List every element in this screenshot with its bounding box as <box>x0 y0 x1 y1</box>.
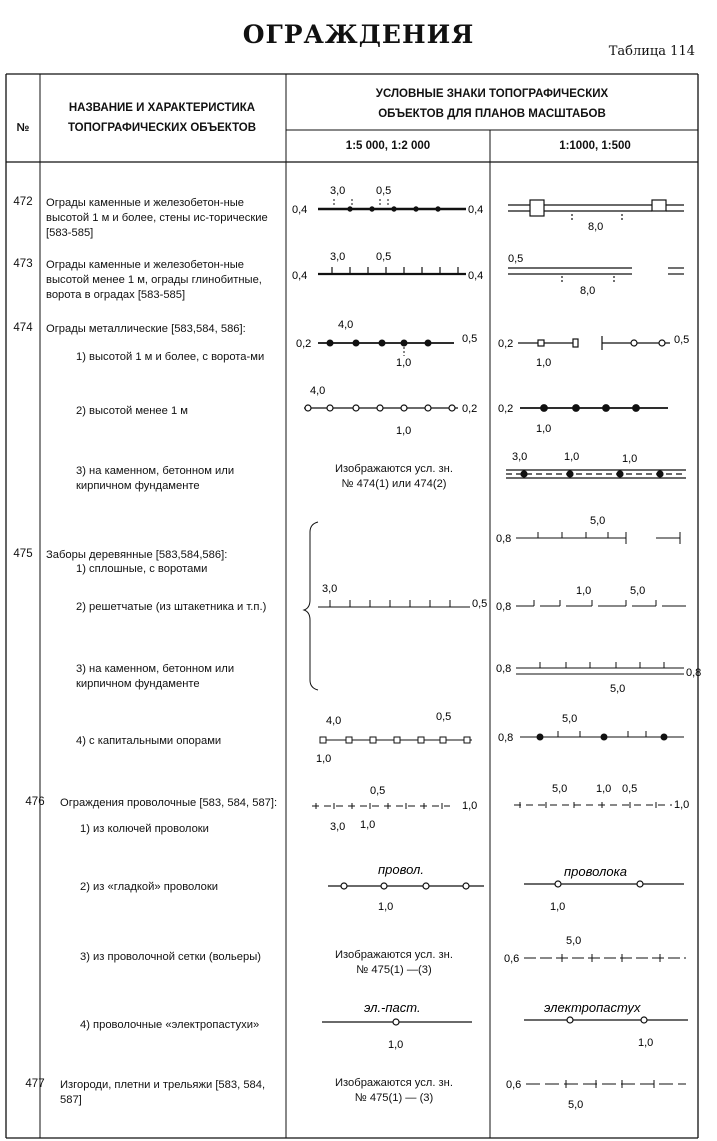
row-number-473: 473 <box>13 258 33 270</box>
row-477-note: Изображаются усл. зн. № 475(1) — (3) <box>335 1077 453 1104</box>
label-475-4-big-left: 0,8 <box>498 732 514 744</box>
label-473-spacing: 3,0 <box>330 251 346 263</box>
label-476-1-big-spacing: 5,0 <box>552 783 568 795</box>
label-476-2-big-circle: 1,0 <box>550 901 566 913</box>
header-name: НАЗВАНИЕ И ХАРАКТЕРИСТИКА ТОПОГРАФИЧЕСКИХ ОБЪЕКТОВ <box>67 102 257 135</box>
label-474-1-big-left: 0,2 <box>498 338 514 350</box>
label-474-1-big-right: 0,5 <box>674 334 690 346</box>
label-473-big-spacing: 8,0 <box>580 285 596 297</box>
sign-476-1-small <box>312 803 450 809</box>
page-title: ОГРАЖДЕНИЯ <box>242 20 475 49</box>
row-476-item-3: 3) из проволочной сетки (вольеры) <box>80 951 261 963</box>
sign-476-4-large <box>524 1017 688 1023</box>
label-476-2-provoloka: проволока <box>564 864 627 879</box>
label-475-1-left: 0,8 <box>496 533 512 545</box>
table-grid <box>6 74 698 1138</box>
label-475-4-big-spacing: 5,0 <box>562 713 578 725</box>
row-474-item-2: 2) высотой менее 1 м <box>76 405 188 417</box>
label-474-2-big-circle: 1,0 <box>536 423 552 435</box>
row-text-477: Изгороди, плетни и трельяжи [583, 584, 587] <box>60 1079 266 1107</box>
label-476-3-left: 0,6 <box>504 953 520 965</box>
label-476-2-provol: провол. <box>378 862 425 877</box>
row-475-item-1: 1) сплошные, с воротами <box>76 563 208 575</box>
label-476-4-circle: 1,0 <box>388 1039 404 1051</box>
sign-474-2-small <box>304 405 458 411</box>
label-476-1-right: 1,0 <box>462 800 478 812</box>
label-475-3-left: 0,8 <box>496 663 512 675</box>
label-473-big-dot: 0,5 <box>508 253 524 265</box>
sign-474-1-small <box>318 340 454 356</box>
row-474-item-3: 3) на каменном, бетонном или кирпичном фундаменте <box>76 465 235 493</box>
sign-475-4-large <box>520 731 684 740</box>
row-number-474: 474 <box>13 322 33 334</box>
label-472-big-spacing: 8,0 <box>588 221 604 233</box>
header-signs: УСЛОВНЫЕ ЗНАКИ ТОПОГРАФИЧЕСКИХ ОБЪЕКТОВ ДЛЯ ПЛАНОВ МАСШТАБОВ <box>375 88 609 121</box>
label-475-right: 0,5 <box>472 598 488 610</box>
sign-474-2-large <box>520 405 668 411</box>
label-477-left: 0,6 <box>506 1079 522 1091</box>
sign-475-small <box>318 600 470 607</box>
label-475-3-right: 0,8 <box>686 667 702 679</box>
label-476-1-gap: 1,0 <box>360 819 376 831</box>
sign-472-large <box>508 200 684 222</box>
row-476-item-2: 2) из «гладкой» проволоки <box>80 881 219 893</box>
label-473-dot: 0,5 <box>376 251 392 263</box>
sign-473-large <box>508 268 684 284</box>
label-475-4-square: 0,5 <box>436 711 452 723</box>
sign-476-1-large <box>514 802 672 808</box>
label-472-right: 0,4 <box>468 204 484 216</box>
row-475-item-4: 4) с капитальными опорами <box>76 735 222 747</box>
row-number-476: 476 <box>25 796 45 808</box>
row-text-476: Ограждения проволочные [583, 584, 587]: <box>60 797 278 809</box>
label-475-spacing: 3,0 <box>322 583 338 595</box>
sign-477-large <box>526 1080 686 1088</box>
label-476-2-circle: 1,0 <box>378 901 394 913</box>
row-text-475: Заборы деревянные [583,584,586]: <box>46 549 228 561</box>
row-number-472: 472 <box>13 196 33 208</box>
label-476-1-big-mark: 0,5 <box>622 783 638 795</box>
label-472-spacing: 3,0 <box>330 185 346 197</box>
label-475-4-spacing: 4,0 <box>326 715 342 727</box>
label-476-3-spacing: 5,0 <box>566 935 582 947</box>
label-474-2-right: 0,2 <box>462 403 478 415</box>
label-474-3-dot-a: 1,0 <box>564 451 580 463</box>
label-472-dot: 0,5 <box>376 185 392 197</box>
sign-476-2-small <box>328 883 484 889</box>
label-473-left: 0,4 <box>292 270 308 282</box>
sign-472-small <box>318 199 466 211</box>
label-475-3-spacing: 5,0 <box>610 683 626 695</box>
sign-475-2-large <box>516 600 686 606</box>
label-476-1-big-gap: 1,0 <box>596 783 612 795</box>
header-scale-1000: 1:1000, 1:500 <box>559 140 631 152</box>
header-scale-5000: 1:5 000, 1:2 000 <box>345 140 431 152</box>
label-474-3-dot-b: 1,0 <box>622 453 638 465</box>
label-475-2-spacing: 5,0 <box>630 585 646 597</box>
sign-474-1-large <box>518 336 670 350</box>
label-475-1-spacing: 5,0 <box>590 515 606 527</box>
label-473-right: 0,4 <box>468 270 484 282</box>
label-477-spacing: 5,0 <box>568 1099 584 1111</box>
label-475-2-gap: 1,0 <box>576 585 592 597</box>
row-text-472: Ограды каменные и железобетон-ные высотой 1 м и более, стены ис-торические [583-585] <box>46 197 268 240</box>
label-474-1-right: 0,5 <box>462 333 478 345</box>
label-474-1-big-circle: 1,0 <box>536 357 552 369</box>
row-475-item-2: 2) решетчатые (из штакетника и т.п.) <box>76 601 267 613</box>
label-476-1-spacing: 3,0 <box>330 821 346 833</box>
row-476-item-1: 1) из колючей проволоки <box>80 823 209 835</box>
row-474-note: Изображаются усл. зн. № 474(1) или 474(2) <box>335 463 453 490</box>
label-475-2-left: 0,8 <box>496 601 512 613</box>
sign-476-2-large <box>524 881 684 887</box>
sign-475-1-large <box>516 532 680 544</box>
row-text-473: Ограды каменные и железобетон-ные высотой менее 1 м, ограды глинобитные, ворота в оградах [583-585] <box>46 259 262 302</box>
label-474-2-spacing: 4,0 <box>310 385 326 397</box>
row-476-item-4: 4) проволочные «электропастухи» <box>80 1019 260 1031</box>
label-476-4-elektropastuh: электропастух <box>544 1000 641 1015</box>
row-text-474: Ограды металлические [583,584, 586]: <box>46 323 246 335</box>
label-474-1-circle: 1,0 <box>396 357 412 369</box>
row-number-475: 475 <box>13 548 33 560</box>
table-number: Таблица 114 <box>608 44 695 59</box>
sign-475-4-small <box>320 737 472 743</box>
label-476-1-mark: 0,5 <box>370 785 386 797</box>
label-476-1-big-right: 1,0 <box>674 799 690 811</box>
header-number: № <box>16 122 30 134</box>
row-474-item-1: 1) высотой 1 м и более, с ворота-ми <box>76 351 265 363</box>
sign-474-3-large <box>506 470 686 478</box>
row-number-477: 477 <box>25 1078 45 1090</box>
label-474-3-spacing: 3,0 <box>512 451 528 463</box>
row-475-item-3: 3) на каменном, бетонном или кирпичном фундаменте <box>76 663 235 691</box>
sign-476-4-small <box>322 1019 472 1025</box>
label-476-4-big-circle: 1,0 <box>638 1037 654 1049</box>
label-472-left: 0,4 <box>292 204 308 216</box>
bracket-475 <box>304 522 318 690</box>
label-474-2-big-left: 0,2 <box>498 403 514 415</box>
label-474-1-left: 0,2 <box>296 338 312 350</box>
label-474-2-circle: 1,0 <box>396 425 412 437</box>
sign-476-3-large <box>524 954 686 962</box>
label-475-4-offset: 1,0 <box>316 753 332 765</box>
sign-473-small <box>318 267 466 274</box>
sign-475-3-large <box>516 662 684 674</box>
row-476-note: Изображаются усл. зн. № 475(1) —(3) <box>335 949 453 976</box>
label-476-4-el: эл.-паст. <box>364 1000 421 1015</box>
label-474-1-spacing: 4,0 <box>338 319 354 331</box>
